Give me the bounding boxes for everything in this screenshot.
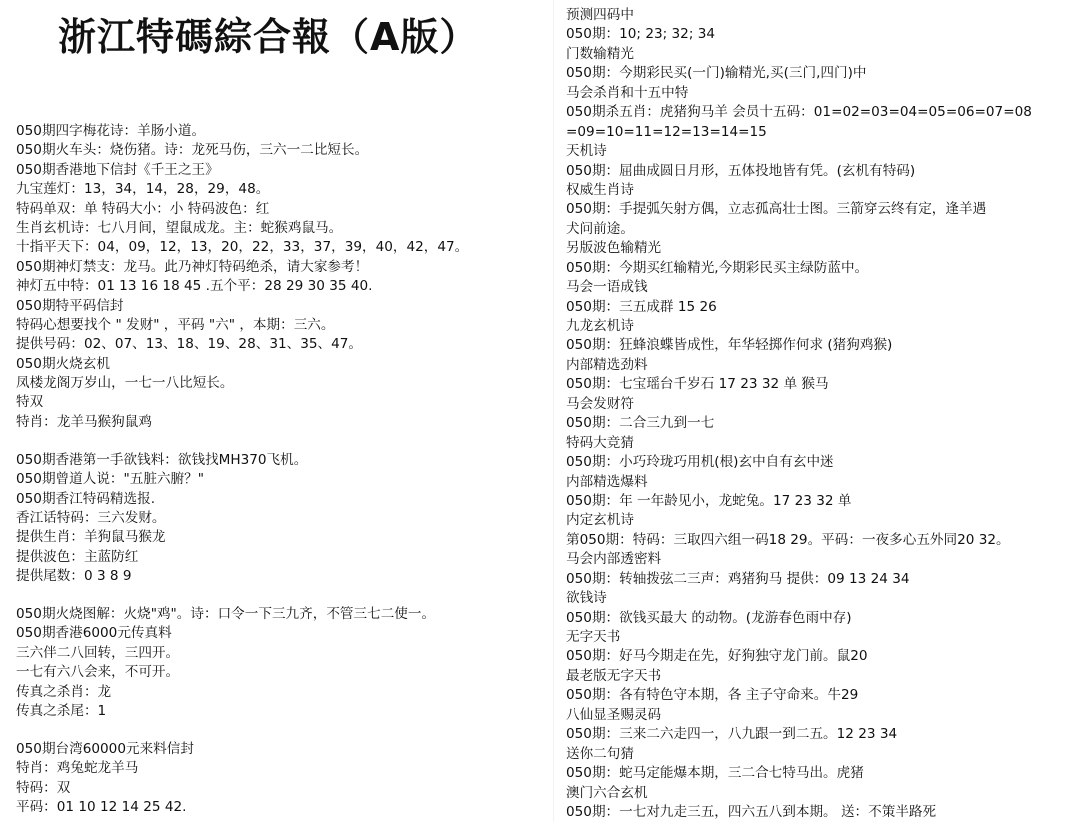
right-text-line: 内部精选爆料	[566, 473, 648, 490]
right-text-line: 欲钱诗	[566, 590, 607, 607]
right-text-line: 澳门六合玄机	[566, 784, 648, 801]
right-text-line: 犬问前途。	[566, 220, 634, 237]
page-title: 浙江特碼綜合報（A版）	[58, 15, 479, 59]
right-text-line: =09=10=11=12=13=14=15	[566, 123, 767, 140]
right-text-line: 050期：年 一年龄见小，龙蛇兔。17 23 32 单	[566, 492, 852, 509]
right-text-line: 050期：蛇马定能爆本期，三二合七特马出。虎猪	[566, 765, 864, 782]
right-text-line: 特码大竞猜	[566, 434, 634, 451]
right-text-line: 八仙显圣赐灵码	[566, 706, 662, 723]
left-text-line: 特码心想要找个 " 发财" ，平码 "六" ，本期：三六。	[16, 316, 335, 333]
left-text-line: 生肖玄机诗：七八月间，望鼠成龙。主：蛇猴鸡鼠马。	[16, 219, 343, 236]
left-text-line: 提供号码：02、07、13、18、19、28、31、35、47。	[16, 336, 362, 353]
right-text-line: 马会发财符	[566, 395, 634, 412]
right-text-line: 九龙玄机诗	[566, 318, 634, 334]
right-text-line: 权威生肖诗	[566, 181, 634, 198]
right-text-line: 050期：各有特色守本期，各 主子守命来。牛29	[566, 687, 859, 704]
column-divider	[553, 0, 554, 822]
right-text-line: 050期：小巧玲珑巧用机(根)玄中自有玄中迷	[566, 454, 834, 471]
left-text-line	[16, 586, 546, 605]
right-text-line: 050期：三来二六走四一，八九跟一到二五。12 23 34	[566, 726, 898, 743]
right-text-line: 050期：今期买红输精光,今期彩民买主绿防蓝中。	[566, 259, 869, 276]
left-text-line: 九宝莲灯：13，34，14，28，29，48。	[16, 181, 270, 198]
left-text-line: 050期神灯禁支：龙马。此乃神灯特码绝杀，请大家参考！	[16, 258, 369, 275]
right-text-line: 050期：今期彩民买(一门)输精光,买(三门,四门)中	[566, 65, 867, 82]
right-text-line: 送你二句猜	[566, 745, 634, 762]
left-text-line: 提供波色：主蓝防红	[16, 548, 139, 565]
right-text-line: 050期：转轴拨弦二三声：鸡猪狗马 提供：09 13 24 34	[566, 570, 910, 587]
left-text-line: 特双	[16, 394, 44, 411]
right-text-line: 050期：欲钱买最大 的动物。(龙游春色雨中存)	[566, 609, 852, 626]
left-text-line: 一七有六八会来，不可开。	[16, 664, 180, 681]
right-text-line: 050期杀五肖：虎猪狗马羊 会员十五码：01=02=03=04=05=06=07=08	[566, 104, 1032, 121]
left-text-line: 050期曾道人说："五脏六腑？"	[16, 471, 204, 488]
right-text-line: 050期：手提弧矢射方偶，立志孤高壮士图。三箭穿云终有定，逢羊遇	[566, 201, 987, 218]
right-text-line: 内定玄机诗	[566, 512, 634, 529]
left-text-line: 香江话特码：三六发财。	[16, 509, 166, 526]
left-text-line: 050期火车头：烧伤猪。诗：龙死马伤，三六一二比短长。	[16, 142, 369, 159]
right-text-line: 050期：三五成群 15 26	[566, 298, 717, 315]
right-text-line: 050期：一七对九走三五，四六五八到本期。 送：不策半路死	[566, 803, 937, 820]
left-text-line: 050期台湾60000元来料信封	[16, 740, 194, 757]
left-text-line: 050期火烧玄机	[16, 355, 110, 372]
left-text-line: 神灯五中特：01 13 16 18 45 .五个平：28 29 30 35 40.	[16, 278, 373, 295]
left-text-line: 提供尾数：0 3 8 9	[16, 568, 132, 585]
left-text-line: 传真之杀尾：1	[16, 702, 107, 719]
left-column	[16, 122, 546, 817]
left-text-line: 050期香港第一手欲钱料：欲钱找MH370飞机。	[16, 451, 308, 468]
left-text-line: 十指平天下：04，09，12，13，20，22，33，37，39，40，42，47。	[16, 239, 469, 256]
right-text-line: 天机诗	[566, 143, 607, 160]
right-text-line: 门数输精光	[566, 45, 634, 62]
right-text-line: 050期：好马今期走在先，好狗独守龙门前。鼠20	[566, 648, 868, 665]
left-text-line: 三六伴二八回转，三四开。	[16, 644, 180, 661]
right-text-line: 预测四码中	[566, 7, 634, 23]
right-text-line: 050期：屈曲成圆日月形，五体投地皆有凭。(玄机有特码)	[566, 162, 916, 179]
right-text-line: 无字天书	[566, 629, 621, 645]
left-text-line: 特码：双	[16, 779, 71, 796]
left-text-line: 平码：01 10 12 14 25 42.	[16, 799, 187, 815]
left-text-line: 特肖：龙羊马猴狗鼠鸡	[16, 413, 152, 430]
left-text-line: 050期火烧图解：火烧"鸡"。诗：口令一下三九齐，不管三七二使一。	[16, 605, 436, 622]
right-text-line: 马会内部透密料	[566, 551, 662, 568]
right-text-line: 050期：狂蜂浪蝶皆成性，年华轻掷作何求 (猪狗鸡猴)	[566, 337, 893, 354]
left-text-line: 特码单双：单 特码大小：小 特码波色：红	[16, 200, 270, 217]
right-text-line: 050期：10; 23; 32; 34	[566, 26, 716, 43]
right-text-line: 050期：二合三九到一七	[566, 415, 715, 432]
left-text-line	[16, 721, 546, 740]
right-text-line: 另版波色输精光	[566, 240, 662, 257]
left-text-line: 050期香港地下信封《千王之王》	[16, 161, 219, 178]
right-text-line: 马会一语成钱	[566, 279, 648, 296]
left-text-line: 050期四字梅花诗：羊肠小道。	[16, 123, 206, 139]
left-text-line	[16, 432, 546, 451]
left-text-line: 特肖：鸡兔蛇龙羊马	[16, 760, 139, 777]
right-text-line: 第050期：特码：三取四六组一码18 29。平码：一夜多心五外同20 32。	[566, 531, 1010, 548]
left-text-line: 050期香港6000元传真料	[16, 625, 172, 642]
right-text-line: 马会杀肖和十五中特	[566, 84, 689, 101]
left-text-line: 凤楼龙阁万岁山，一七一八比短长。	[16, 375, 234, 392]
right-text-line: 最老版无字天书	[566, 667, 662, 684]
right-text-line: 内部精选劲料	[566, 356, 648, 373]
left-text-line: 050期特平码信封	[16, 297, 124, 314]
right-column	[566, 6, 1072, 822]
left-text-line: 050期香江特码精选报.	[16, 490, 156, 507]
left-text-line: 提供生肖：羊狗鼠马猴龙	[16, 529, 166, 546]
left-text-line: 传真之杀肖：龙	[16, 683, 112, 700]
right-text-line: 050期：七宝瑶台千岁石 17 23 32 单 猴马	[566, 376, 829, 393]
